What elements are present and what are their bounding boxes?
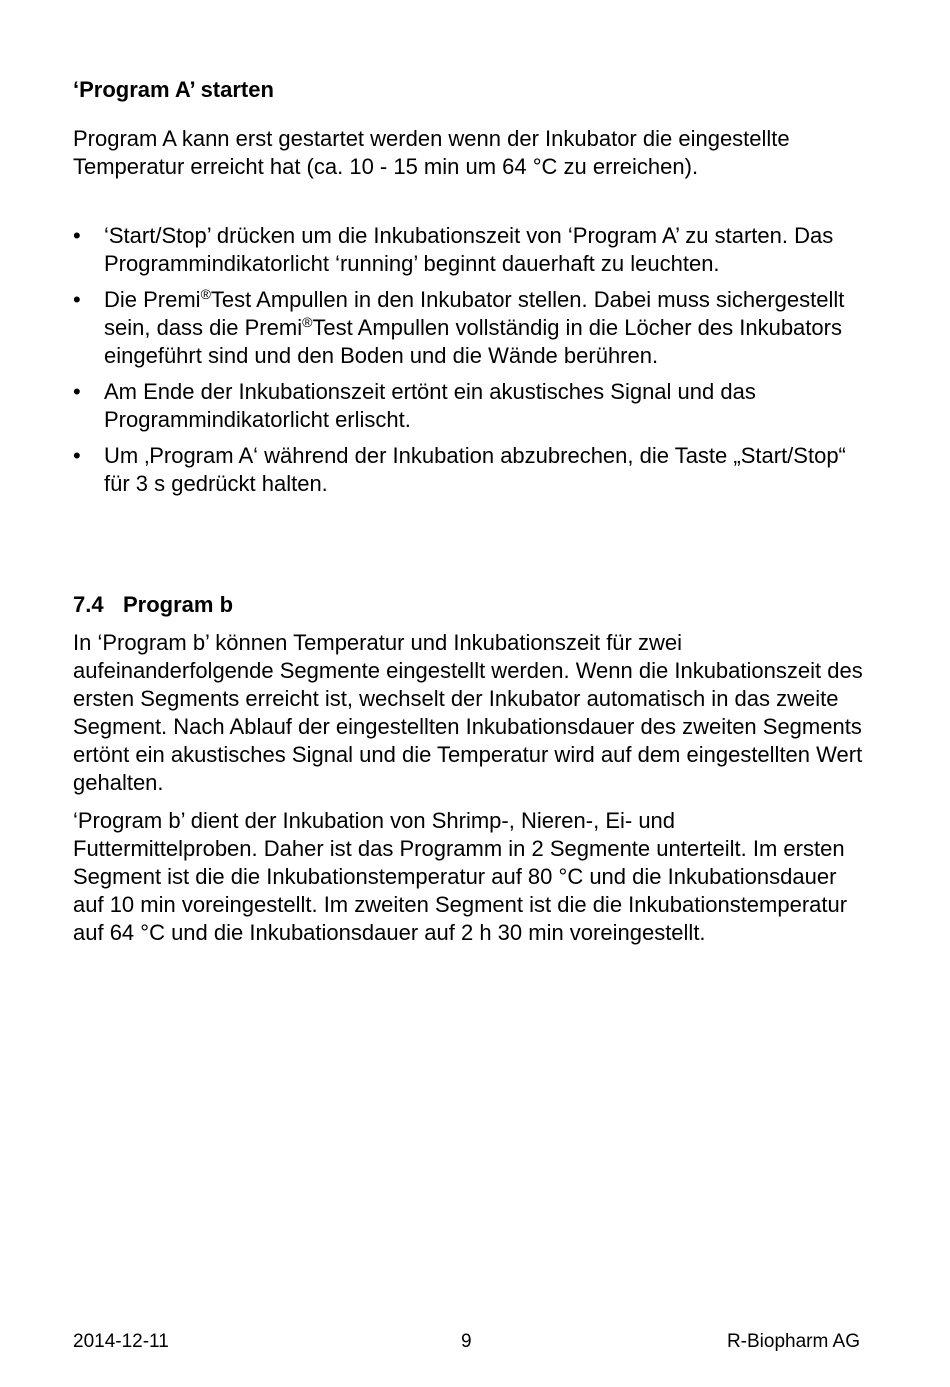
bullet-icon: •	[73, 287, 81, 312]
list-item-text: Am Ende der Inkubationszeit ertönt ein akustisches Signal und das Programmindikatorlicht erlischt.	[104, 379, 756, 432]
instruction-list	[73, 222, 863, 506]
list-item-text-part: Test Ampullen vollständig in die Löcher des Inkubators eingeführt sind und den Boden und die Wände berühren.	[104, 315, 842, 368]
list-item-text-part: Die Premi	[104, 287, 201, 312]
page-footer	[73, 1330, 860, 1354]
section-heading-program-b	[73, 591, 233, 619]
section-heading-program-a: ‘Program A’ starten	[73, 77, 274, 102]
intro-paragraph: Program A kann erst gestartet werden wenn der Inkubator die eingestellte Temperatur erreicht hat (ca. 10 - 15 min um 64 °C zu erreichen).	[73, 126, 790, 179]
footer-page-number: 9	[461, 1331, 472, 1352]
section-number: 7.4	[73, 592, 104, 617]
bullet-icon: •	[73, 379, 81, 404]
list-item-text: ‘Start/Stop’ drücken um die Inkubationszeit von ‘Program A’ zu starten. Das Programmindikatorlicht ‘running’ beginnt dauerhaft zu leuchten.	[104, 223, 834, 276]
list-item	[73, 378, 863, 434]
footer-date: 2014-12-11	[73, 1331, 169, 1352]
program-b-paragraph-2: ‘Program b’ dient der Inkubation von Shrimp-, Nieren-, Ei- und Futtermittelproben. Daher ist das Programm in 2 Segmente unterteilt. Im ersten Segment ist die die Inkubationstemperatur auf 80 °C und die Inkubationsdauer auf 10 min voreingestellt. Im zweiten Segment ist die die Inkubationstemperatur auf 64 °C und die Inkubationsdauer auf 2 h 30 min voreingestellt.	[73, 808, 848, 945]
registered-mark: ®	[200, 286, 211, 302]
registered-mark: ®	[302, 314, 313, 330]
section-title: Program b	[123, 592, 234, 617]
list-item-text: Um ‚Program A‘ während der Inkubation abzubrechen, die Taste „Start/Stop“ für 3 s gedrückt halten.	[104, 443, 846, 496]
program-b-paragraph-1: In ‘Program b’ können Temperatur und Inkubationszeit für zwei aufeinanderfolgende Segmente eingestellt werden. Wenn die Inkubationszeit des ersten Segments erreicht ist, wechselt der Inkubator automatisch in das zweite Segment. Nach Ablauf der eingestellten Inkubationsdauer des zweiten Segments ertönt ein akustisches Signal und die Temperatur wird auf dem eingestellten Wert gehalten.	[73, 630, 863, 795]
list-item-text-part: Test Ampullen in den Inkubator stellen. Dabei muss sichergestellt sein, dass die Premi	[104, 287, 845, 340]
bullet-icon: •	[73, 443, 81, 468]
list-item	[73, 286, 863, 370]
footer-company: R-Biopharm AG	[726, 1331, 860, 1352]
list-item	[73, 222, 863, 278]
bullet-icon: •	[73, 223, 81, 248]
list-item	[73, 442, 863, 498]
